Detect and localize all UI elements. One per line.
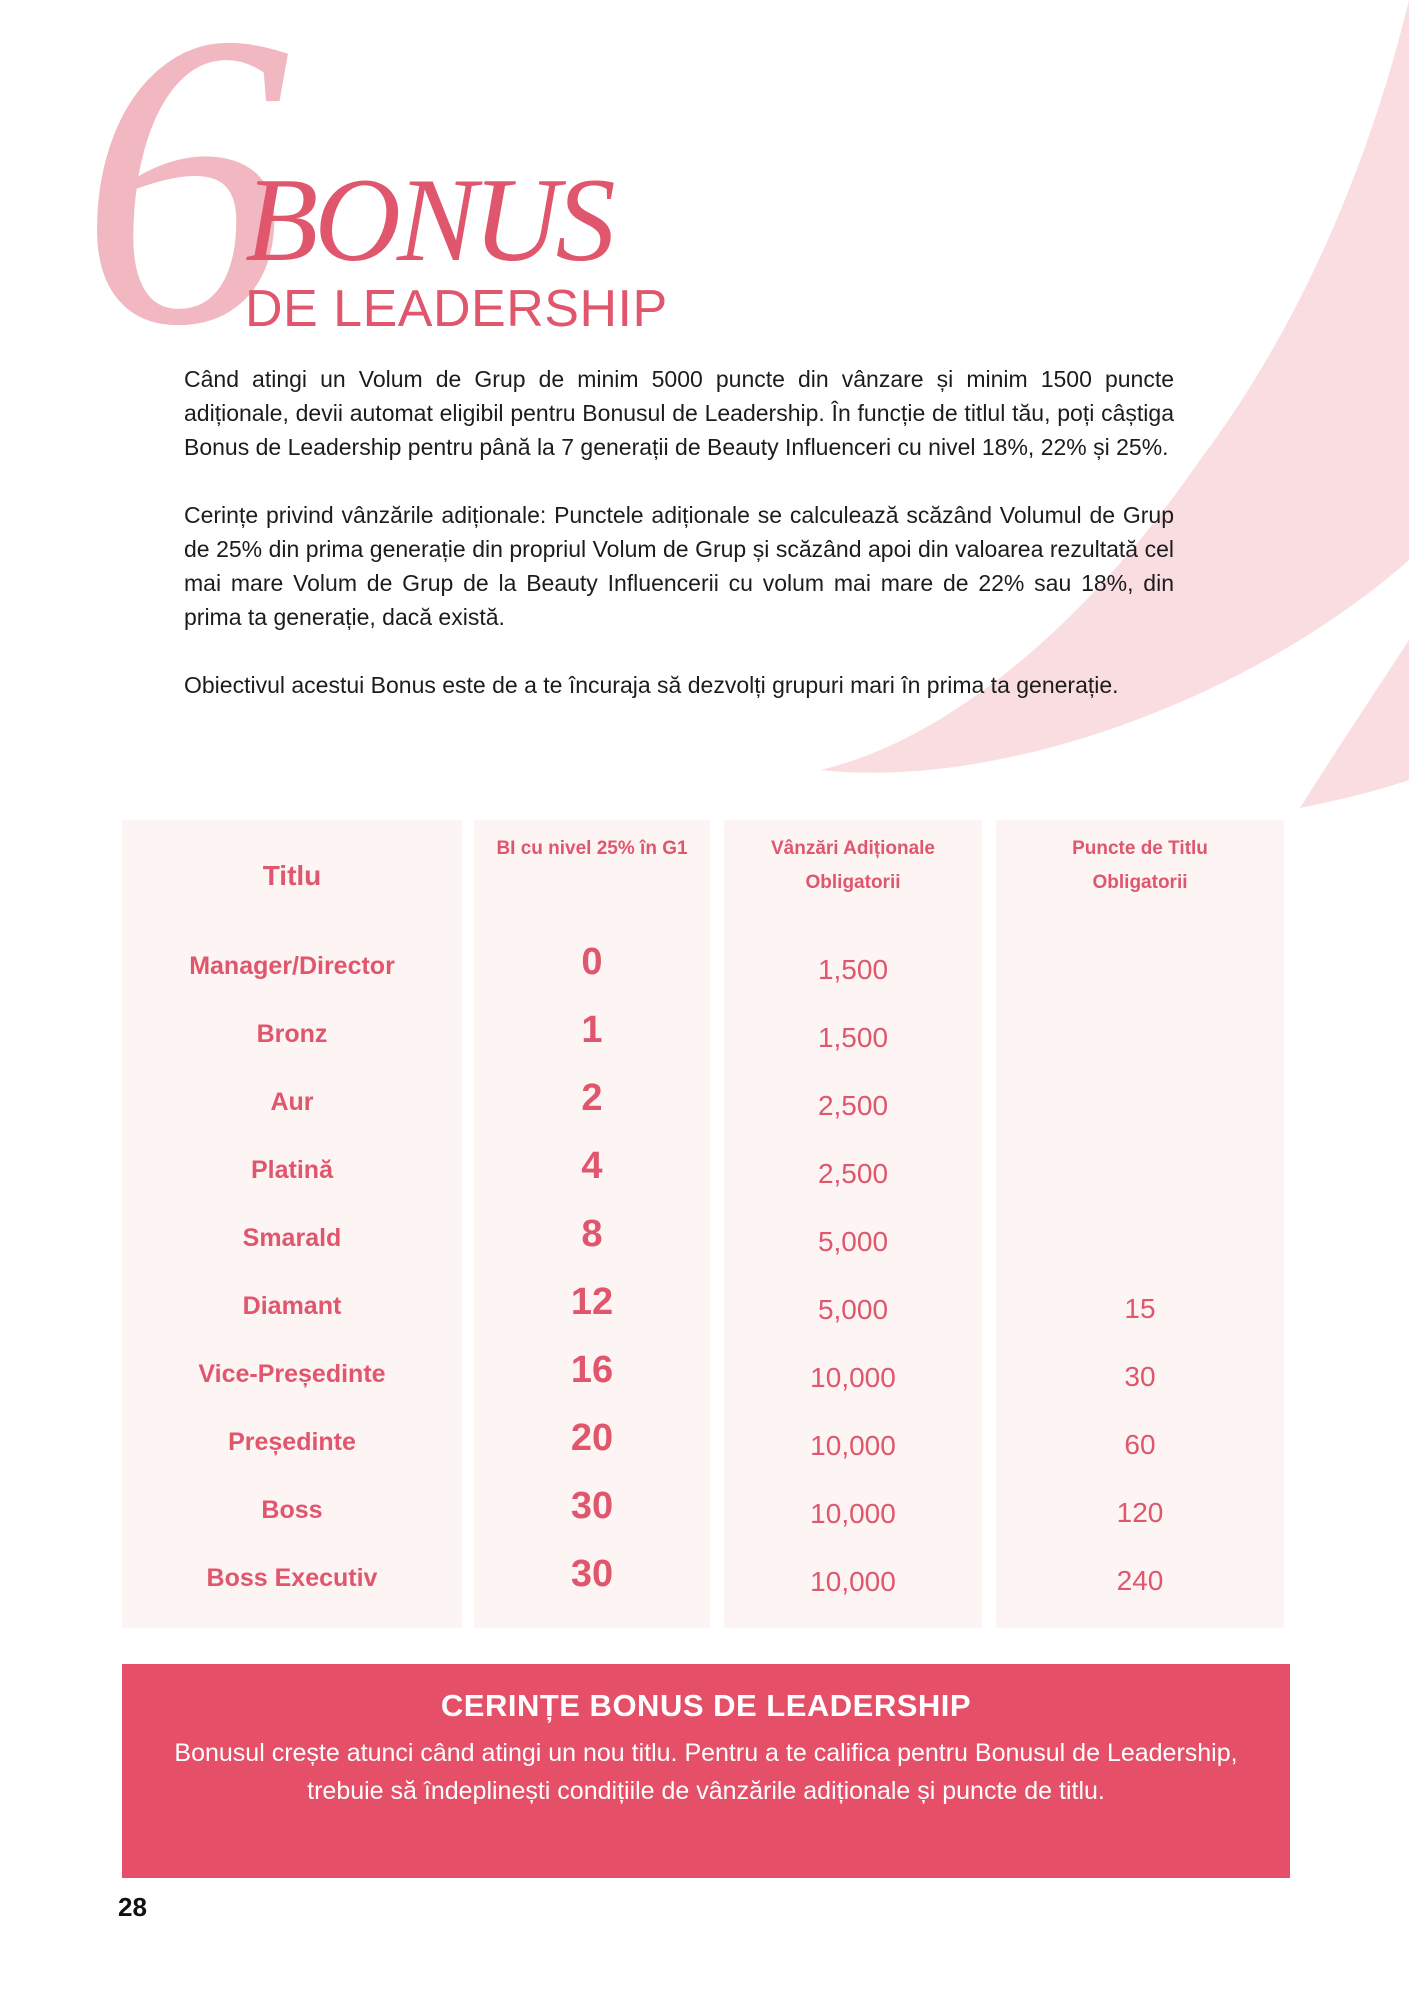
small-petal-shape [1300, 640, 1409, 808]
row-sales: 10,000 [810, 1498, 896, 1529]
row-title: Boss Executiv [206, 1564, 378, 1592]
intro-paragraph-3: Obiectivul acestui Bonus este de a te încuraja să dezvolți grupuri mari în prima ta generație. [184, 672, 1119, 698]
table-row [122, 1544, 1284, 1612]
row-bi: 4 [581, 1145, 603, 1187]
row-points: 15 [1124, 1293, 1156, 1324]
table-row [122, 1000, 1284, 1068]
row-bi: 2 [581, 1077, 603, 1119]
row-bi: 12 [570, 1281, 614, 1323]
row-sales: 1,500 [817, 954, 889, 985]
row-points [996, 1000, 1284, 1068]
row-bi: 20 [570, 1417, 614, 1459]
header-bi: BI cu nivel 25% în G1 [496, 838, 688, 859]
row-points [996, 932, 1284, 1000]
table-row [122, 1136, 1284, 1204]
requirements-box [122, 1664, 1290, 1878]
row-bi: 8 [581, 1213, 603, 1255]
row-title: Manager/Director [189, 952, 395, 980]
row-sales: 2,500 [817, 1090, 889, 1121]
leadership-table [122, 820, 1284, 1628]
table-row [122, 1408, 1284, 1476]
row-bi: 30 [570, 1485, 614, 1527]
table-row [122, 1068, 1284, 1136]
row-title: Boss [261, 1496, 323, 1524]
page-subtitle: DE LEADERSHIP [245, 280, 668, 338]
intro-paragraph-1: Când atingi un Volum de Grup de minim 5000 puncte din vânzare și minim 1500 puncte adiționale, devii automat eligibil pentru Bonusul de Leadership. În funcție de titlul tău, poți câștiga Bonus de Leadership pentru până la 7 generații de Beauty Influenceri cu nivel 18%, 22% și 25%. [184, 366, 1174, 460]
row-bi: 30 [570, 1553, 614, 1595]
header-title: Titlu [262, 860, 322, 891]
row-sales: 5,000 [817, 1226, 889, 1257]
row-title: Platină [251, 1156, 333, 1184]
row-points [996, 1136, 1284, 1204]
table-row [122, 1272, 1284, 1340]
intro-text [184, 362, 1174, 736]
row-points [996, 1068, 1284, 1136]
row-points: 120 [1116, 1497, 1164, 1528]
page-title: BONUS [245, 153, 612, 286]
row-sales: 10,000 [810, 1362, 896, 1393]
table-row [122, 1476, 1284, 1544]
row-title: Diamant [242, 1292, 342, 1320]
intro-paragraph-2: Cerințe privind vânzările adiționale: Punctele adiționale se calculează scăzând Volumul de Grup de 25% din prima generație din propriul Volum de Grup și scăzând apoi din valoarea rezultată cel mai mare Volum de Grup de la Beauty Influencerii cu volum mai mare de 22% sau 18%, din prima ta generație, dacă există. [184, 502, 1174, 630]
row-sales: 10,000 [810, 1430, 896, 1461]
requirements-text: Bonusul crește atunci când atingi un nou titlu. Pentru a te califica pentru Bonusul de Leadership, trebuie să îndeplinești condițiile de vânzările adiționale și puncte de titlu. [174, 1739, 1238, 1805]
row-bi: 1 [581, 1009, 603, 1051]
row-sales: 5,000 [817, 1294, 889, 1325]
table-row [122, 1204, 1284, 1272]
page-number: 28 [118, 1892, 147, 1922]
header-sales: Vânzări Adiționale Obligatorii [771, 838, 935, 893]
row-title: Bronz [256, 1020, 328, 1048]
row-points: 30 [1124, 1361, 1156, 1392]
row-title: Aur [270, 1088, 314, 1116]
row-points: 240 [1116, 1565, 1164, 1596]
row-title: Vice-Președinte [198, 1360, 386, 1388]
row-bi: 16 [570, 1349, 614, 1391]
row-title: Smarald [242, 1224, 342, 1252]
row-sales: 1,500 [817, 1022, 889, 1053]
table-row [122, 932, 1284, 1000]
row-title: Președinte [228, 1428, 356, 1456]
requirements-title: CERINȚE BONUS DE LEADERSHIP [440, 1688, 972, 1723]
row-points: 60 [1124, 1429, 1156, 1460]
table-row [122, 1340, 1284, 1408]
header-points: Puncte de Titlu Obligatorii [1072, 838, 1208, 893]
row-sales: 10,000 [810, 1566, 896, 1597]
row-sales: 2,500 [817, 1158, 889, 1189]
row-bi: 0 [581, 941, 603, 983]
row-points [996, 1204, 1284, 1272]
section-number: 6 [80, 0, 290, 412]
